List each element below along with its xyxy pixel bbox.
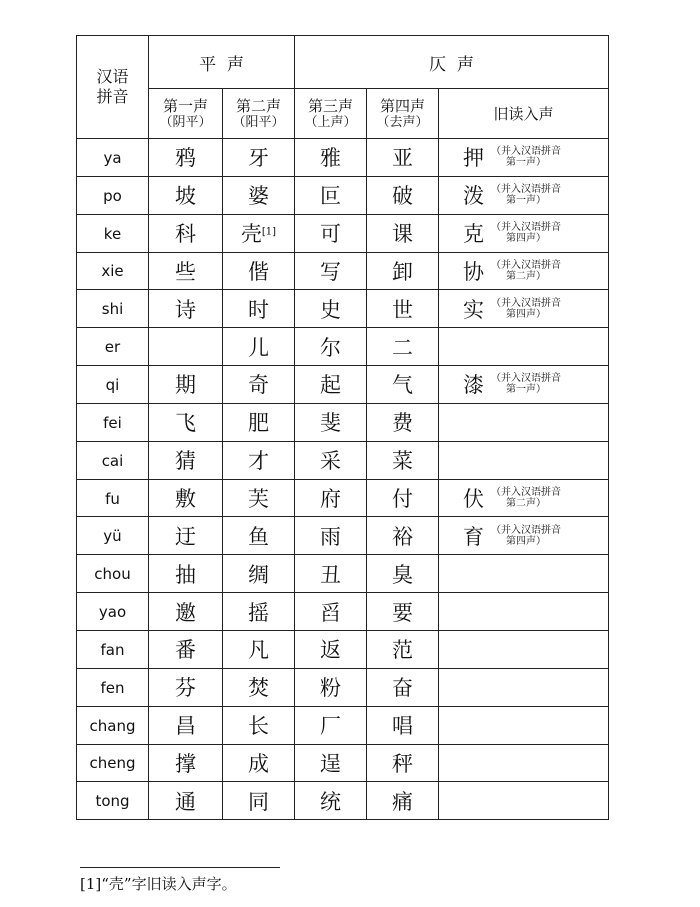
tone4-cell <box>367 630 439 668</box>
tone2-cell-text: 牙 <box>248 146 269 171</box>
tone2-cell <box>223 290 295 328</box>
tone2-cell-text: 偕 <box>248 259 269 284</box>
tone2-cell <box>223 479 295 517</box>
tone3-cell <box>295 252 367 290</box>
tone2-cell-text: 长 <box>248 714 269 739</box>
tone2-cell-text: 芙 <box>248 487 269 512</box>
old-ru-char: 育 <box>463 524 484 549</box>
tone2-cell-text: 时 <box>248 297 269 322</box>
tone1-cell-text: 科 <box>175 222 196 247</box>
tone1-cell-text: 通 <box>175 789 196 814</box>
pinyin-cell <box>77 403 149 441</box>
tone4-cell-text: 秤 <box>392 751 413 776</box>
tone4-cell-text: 费 <box>392 411 413 436</box>
table-row <box>77 630 609 668</box>
tone2-cell-text: 奇 <box>248 373 269 398</box>
old-ru-cell <box>439 139 609 177</box>
tone3-cell <box>295 441 367 479</box>
tone1-cell-text: 昌 <box>175 714 196 739</box>
tone4-cell <box>367 214 439 252</box>
tone1-cell <box>149 176 223 214</box>
tone3-cell <box>295 479 367 517</box>
old-ru-note: （并入汉语拼音第四声） <box>491 297 561 320</box>
tone1-cell-text: 坡 <box>175 184 196 209</box>
old-ru-note: （并入汉语拼音第四声） <box>491 524 561 547</box>
tone1-cell-text: 鸦 <box>175 146 196 171</box>
tone1-cell <box>149 139 223 177</box>
tone1-cell <box>149 517 223 555</box>
tone3-cell-text: 粉 <box>320 676 341 701</box>
tone1-cell <box>149 290 223 328</box>
tone3-cell-text: 采 <box>320 449 341 474</box>
old-ru-cell <box>439 744 609 782</box>
old-ru-char: 协 <box>463 259 484 284</box>
tone2-cell-text: 鱼 <box>248 524 269 549</box>
table-row <box>77 328 609 366</box>
tone4-cell-text: 付 <box>392 487 413 512</box>
tone3-cell <box>295 630 367 668</box>
tone4-cell <box>367 668 439 706</box>
footnote-rule <box>80 867 280 868</box>
tone4-cell-text: 菜 <box>392 449 413 474</box>
pinyin-cell-text: fei <box>103 413 122 432</box>
pinyin-cell-text: chang <box>89 716 136 735</box>
ze-tone-header-text: 仄 声 <box>429 54 474 75</box>
tone4-cell-text: 世 <box>392 297 413 322</box>
table-row <box>77 139 609 177</box>
old-ru-note: （并入汉语拼音第二声） <box>491 487 561 510</box>
pinyin-cell <box>77 252 149 290</box>
tone2-cell-text: 绸 <box>248 562 269 587</box>
tone2-cell <box>223 403 295 441</box>
tone1-cell <box>149 630 223 668</box>
footnote-marker: [1] <box>261 226 277 238</box>
tone1-cell <box>149 479 223 517</box>
tone1-cell <box>149 744 223 782</box>
tone1-cell <box>149 782 223 820</box>
old-ru-cell <box>439 441 609 479</box>
tone3-cell-text: 斐 <box>320 411 341 436</box>
pinyin-cell <box>77 555 149 593</box>
tone1-cell-text: 猜 <box>175 449 196 474</box>
tone3-cell-text: 返 <box>320 638 341 663</box>
table-row <box>77 290 609 328</box>
table-row <box>77 403 609 441</box>
tone1-cell <box>149 366 223 404</box>
table-row <box>77 668 609 706</box>
tone4-cell-text: 范 <box>392 638 413 663</box>
old-ru-note: （并入汉语拼音第一声） <box>491 184 561 207</box>
tone2-cell-text: 成 <box>248 751 269 776</box>
old-ru-cell <box>439 479 609 517</box>
pinyin-cell <box>77 517 149 555</box>
table-row <box>77 366 609 404</box>
tone1-cell-text: 迂 <box>175 524 196 549</box>
tone4-cell <box>367 744 439 782</box>
tone2-cell <box>223 441 295 479</box>
tone4-cell <box>367 366 439 404</box>
old-ru-header <box>439 89 609 139</box>
tone4-cell <box>367 252 439 290</box>
tone4-cell <box>367 441 439 479</box>
tone4-cell-text: 痛 <box>392 789 413 814</box>
pinyin-cell <box>77 441 149 479</box>
pinyin-column-header <box>77 36 149 139</box>
tone4-cell-text: 二 <box>392 335 413 360</box>
tone4-cell <box>367 290 439 328</box>
pinyin-cell <box>77 593 149 631</box>
pinyin-cell <box>77 706 149 744</box>
old-ru-note: （并入汉语拼音第四声） <box>491 222 561 245</box>
tone3-cell <box>295 366 367 404</box>
old-ru-char: 伏 <box>463 487 484 512</box>
pinyin-cell <box>77 366 149 404</box>
tone4-cell-text: 臭 <box>392 562 413 587</box>
old-ru-cell <box>439 555 609 593</box>
tone1-cell <box>149 555 223 593</box>
pinyin-cell <box>77 479 149 517</box>
pinyin-cell <box>77 744 149 782</box>
tone2-cell <box>223 744 295 782</box>
tone2-sublabel: （阳平） <box>232 114 285 130</box>
tone1-cell-text: 番 <box>175 638 196 663</box>
tone3-cell-text: 可 <box>320 222 341 247</box>
tone2-cell <box>223 328 295 366</box>
tone3-cell <box>295 517 367 555</box>
table-row <box>77 782 609 820</box>
pinyin-cell-text: chou <box>94 565 131 584</box>
tone1-cell <box>149 252 223 290</box>
tone3-cell-text: 丑 <box>320 562 341 587</box>
tone1-cell <box>149 593 223 631</box>
tone1-cell <box>149 706 223 744</box>
tone1-header <box>149 89 223 139</box>
old-ru-cell <box>439 252 609 290</box>
old-ru-cell <box>439 403 609 441</box>
table-row <box>77 252 609 290</box>
tone4-cell <box>367 782 439 820</box>
tone3-label: 第三声 <box>307 96 353 115</box>
table-row <box>77 176 609 214</box>
old-ru-cell <box>439 630 609 668</box>
tone2-cell <box>223 555 295 593</box>
tone3-cell-text: 尔 <box>320 335 341 360</box>
pinyin-cell <box>77 176 149 214</box>
tone2-cell-text: 摇 <box>248 600 269 625</box>
pinyin-cell-text: cai <box>101 451 124 470</box>
tone4-cell <box>367 517 439 555</box>
old-ru-char: 押 <box>463 146 484 171</box>
tone4-cell <box>367 706 439 744</box>
old-ru-cell <box>439 290 609 328</box>
pinyin-cell-text: yao <box>98 603 127 622</box>
tone2-cell <box>223 366 295 404</box>
tone4-cell <box>367 593 439 631</box>
pinyin-column-header-text: 汉语拼音 <box>96 67 129 106</box>
tone2-cell-text: 肥 <box>248 411 269 436</box>
tone2-cell <box>223 630 295 668</box>
tone3-cell-text: 厂 <box>320 714 341 739</box>
tone2-label: 第二声 <box>235 96 281 115</box>
pinyin-cell-text: fu <box>105 489 120 508</box>
tone4-cell-text: 亚 <box>392 146 413 171</box>
tone4-sublabel: （去声） <box>376 114 429 130</box>
pinyin-cell-text: po <box>103 186 122 205</box>
tone1-cell <box>149 441 223 479</box>
pinyin-cell-text: fen <box>100 678 125 697</box>
tone3-cell <box>295 744 367 782</box>
table-row <box>77 744 609 782</box>
pinyin-cell-text: xie <box>101 262 124 281</box>
tone3-cell-text: 雅 <box>320 146 341 171</box>
ping-tone-header-text: 平 声 <box>199 54 244 75</box>
tone3-cell <box>295 290 367 328</box>
tone4-cell-text: 气 <box>392 373 413 398</box>
tone2-cell <box>223 214 295 252</box>
tone4-cell <box>367 328 439 366</box>
tone4-cell-text: 奋 <box>392 676 413 701</box>
tone4-header <box>367 89 439 139</box>
tone4-cell <box>367 139 439 177</box>
tone4-cell-text: 卸 <box>392 259 413 284</box>
pinyin-cell <box>77 290 149 328</box>
tone3-cell <box>295 555 367 593</box>
pinyin-cell-text: fan <box>100 640 125 659</box>
table-row <box>77 214 609 252</box>
tone3-cell <box>295 782 367 820</box>
tone3-cell <box>295 706 367 744</box>
tone2-cell <box>223 139 295 177</box>
tone3-cell-text: 史 <box>320 297 341 322</box>
table-row <box>77 441 609 479</box>
pinyin-cell-text: ya <box>103 148 122 167</box>
tone4-cell-text: 课 <box>392 222 413 247</box>
tone4-cell <box>367 555 439 593</box>
pinyin-cell <box>77 668 149 706</box>
tone1-cell <box>149 668 223 706</box>
tone2-cell <box>223 176 295 214</box>
pinyin-cell-text: qi <box>105 375 120 394</box>
tone1-cell-text: 抽 <box>175 562 196 587</box>
tone3-cell <box>295 139 367 177</box>
tone3-cell-text: 统 <box>320 789 341 814</box>
tone3-cell-text: 舀 <box>320 600 341 625</box>
tone2-cell <box>223 252 295 290</box>
pinyin-cell-text: yü <box>103 527 122 546</box>
old-ru-char: 实 <box>463 297 484 322</box>
tone2-cell-text: 凡 <box>248 638 269 663</box>
old-ru-cell <box>439 593 609 631</box>
tone3-cell-text: 起 <box>320 373 341 398</box>
old-ru-note: （并入汉语拼音第一声） <box>491 373 561 396</box>
tone3-cell-text: 府 <box>320 487 341 512</box>
old-ru-label: 旧读入声 <box>493 104 554 123</box>
tone1-label: 第一声 <box>162 96 208 115</box>
tone3-cell <box>295 328 367 366</box>
pinyin-cell <box>77 328 149 366</box>
tone3-cell <box>295 403 367 441</box>
tone2-cell <box>223 668 295 706</box>
ping-tone-header <box>149 36 295 89</box>
old-ru-cell <box>439 366 609 404</box>
old-ru-cell <box>439 214 609 252</box>
tone4-cell-text: 破 <box>392 184 413 209</box>
tone1-cell-text: 期 <box>175 373 196 398</box>
tone2-header <box>223 89 295 139</box>
tone2-cell-text: 才 <box>248 449 269 474</box>
footnote: [1]“壳”字旧读入声字。 <box>80 875 237 893</box>
tone-table <box>76 35 609 820</box>
tone3-header <box>295 89 367 139</box>
pinyin-cell <box>77 139 149 177</box>
pinyin-cell-text: er <box>104 338 121 357</box>
tone1-cell-text: 些 <box>175 259 196 284</box>
table-row <box>77 517 609 555</box>
tone3-cell-text: 叵 <box>320 184 341 209</box>
pinyin-cell-text: cheng <box>89 754 136 773</box>
old-ru-char: 克 <box>463 222 484 247</box>
tone1-cell-text: 撑 <box>175 751 196 776</box>
tone2-cell <box>223 782 295 820</box>
pinyin-cell-text: shi <box>101 300 124 319</box>
table-row <box>77 479 609 517</box>
tone4-cell <box>367 479 439 517</box>
old-ru-char: 漆 <box>463 373 484 398</box>
tone3-cell <box>295 668 367 706</box>
tone4-cell <box>367 403 439 441</box>
tone4-cell-text: 唱 <box>392 714 413 739</box>
pinyin-cell-text: tong <box>95 792 130 811</box>
tone3-cell-text: 雨 <box>320 524 341 549</box>
tone2-cell-text: 壳 <box>240 222 262 247</box>
tone1-cell-text: 飞 <box>175 411 196 436</box>
tone2-cell-text: 同 <box>248 789 269 814</box>
old-ru-cell <box>439 176 609 214</box>
old-ru-cell <box>439 706 609 744</box>
tone4-cell-text: 裕 <box>392 524 413 549</box>
pinyin-cell <box>77 630 149 668</box>
pinyin-cell <box>77 214 149 252</box>
tone2-cell-text: 儿 <box>248 335 269 360</box>
pinyin-cell-text: ke <box>103 224 122 243</box>
tone4-label: 第四声 <box>379 96 425 115</box>
old-ru-cell <box>439 517 609 555</box>
old-ru-note: （并入汉语拼音第二声） <box>491 259 561 282</box>
tone1-sublabel: （阴平） <box>159 114 212 130</box>
tone3-cell <box>295 176 367 214</box>
tone1-cell-text: 芬 <box>175 676 196 701</box>
tone1-cell <box>149 328 223 366</box>
table-row <box>77 706 609 744</box>
pinyin-cell <box>77 782 149 820</box>
tone1-cell-text: 敷 <box>175 487 196 512</box>
tone4-cell-text: 要 <box>392 600 413 625</box>
table-row <box>77 593 609 631</box>
ze-tone-header <box>295 36 609 89</box>
old-ru-cell <box>439 782 609 820</box>
tone1-cell <box>149 214 223 252</box>
tone3-cell <box>295 593 367 631</box>
tone1-cell-text: 诗 <box>175 297 196 322</box>
old-ru-cell <box>439 668 609 706</box>
tone2-cell <box>223 517 295 555</box>
tone1-cell-text: 邀 <box>175 600 196 625</box>
tone2-cell-text: 焚 <box>248 676 269 701</box>
tone1-cell <box>149 403 223 441</box>
tone2-cell <box>223 593 295 631</box>
tone3-sublabel: （上声） <box>304 114 357 130</box>
tone2-cell-text: 婆 <box>248 184 269 209</box>
old-ru-note: （并入汉语拼音第一声） <box>491 146 561 169</box>
old-ru-char: 泼 <box>463 184 484 209</box>
tone2-cell <box>223 706 295 744</box>
tone3-cell-text: 逞 <box>320 751 341 776</box>
table-row <box>77 555 609 593</box>
tone3-cell <box>295 214 367 252</box>
tone3-cell-text: 写 <box>320 259 341 284</box>
old-ru-cell <box>439 328 609 366</box>
tone4-cell <box>367 176 439 214</box>
